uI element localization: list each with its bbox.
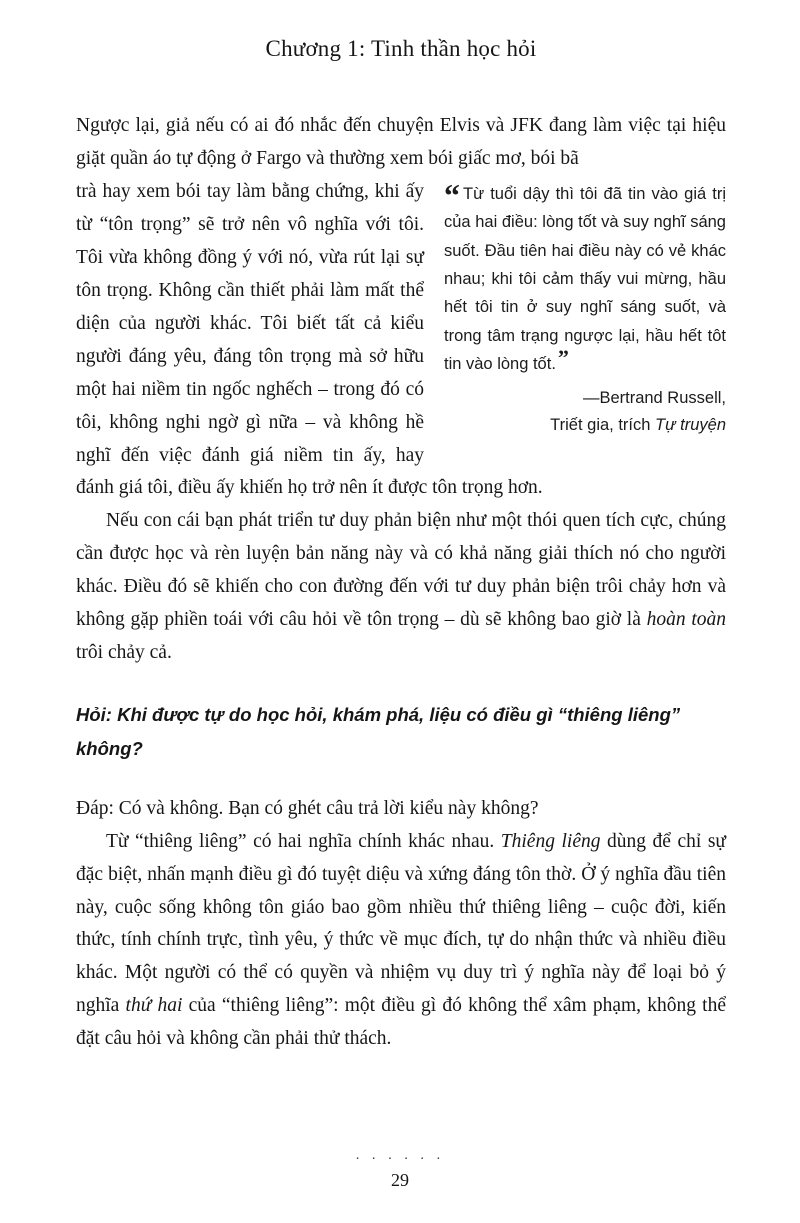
attribution-role: Triết gia, trích: [550, 415, 656, 434]
pull-quote-body: Từ tuổi dậy thì tôi đã tin vào giá trị của hai điều: lòng tốt và suy nghĩ sáng suốt. Đầu tiên hai điều này có vẻ khác nhau; khi tôi cảm thấy vui mừng, hầu hết tôi tin ở suy nghĩ sáng suốt, và trong tâm trạng ngược lại, hầu hết tôt tin vào lòng tốt.: [444, 184, 726, 374]
question-heading: [76, 698, 726, 766]
answer-text: Đáp: Có và không. Bạn có ghét câu trả lời kiểu này không?: [76, 797, 539, 819]
paragraph-4-text-1: Từ “thiêng liêng” có hai nghĩa chính khác nhau.: [106, 830, 501, 852]
attribution-work-title: Tự truyện: [655, 415, 726, 434]
paragraph-1-rest-text: trà hay xem bói tay làm bằng chứng, khi ấy từ “tôn trọng” sẽ trở nên vô nghĩa với tôi. Tôi vừa không đồng ý với nó, vừa rút lại sự tôn trọng. Không cần thiết phải làm mất thể diện của người khác. Tôi biết tất cả kiểu người đáng yêu, đáng tôn trọng mà sở hữu một hai niềm tin ngốc nghếch – trong đó có tôi, không nghi ngờ gì nữa – và không hề nghĩ đến việc đánh giá niềm tin ấy, hay đánh giá tôi, điều ấy khiến họ trở nên ít được tôn trọng hơn.: [76, 180, 543, 499]
pull-quote-text: [444, 176, 726, 379]
paragraph-4: [76, 826, 726, 1057]
page-footer: [0, 1152, 800, 1191]
page-number: 29: [391, 1170, 409, 1190]
footer-ornament-dots: · · · · · ·: [355, 1151, 445, 1167]
chapter-title: Chương 1: Tinh thần học hỏi: [265, 36, 537, 61]
paragraph-4-text-2: dùng để chỉ sự đặc biệt, nhấn mạnh điều gì đó tuyệt diệu và xứng đáng tôn thờ. Ở ý nghĩa đầu tiên này, cuộc sống không tôn giáo bao gồm nhiều thứ thiêng liêng – cuộc đời, kiến thức, tính chính trực, tình yêu, ý thức về mục đích, tự do nhận thức và nhiều điều khác. Một người có thể có quyền và nhiệm vụ duy trì ý nghĩa này để loại bỏ ý nghĩa: [76, 830, 726, 1017]
pull-quote-attribution: [444, 385, 726, 439]
paragraph-1-intro: [76, 110, 726, 176]
paragraph-2-end: trôi chảy cả.: [76, 642, 172, 664]
pull-quote: [444, 176, 726, 439]
attribution-source: [444, 412, 726, 439]
close-quote-mark: ”: [557, 345, 569, 371]
paragraph-2-emphasis: hoàn toàn: [646, 609, 726, 631]
attribution-author: —Bertrand Russell,: [582, 388, 726, 407]
paragraph-4-emphasis-2: thứ hai: [125, 995, 183, 1017]
paragraph-4-text-3: của “thiêng liêng”: một điều gì đó không thể xâm phạm, không thể đặt câu hỏi và không cần phải thử thách.: [76, 995, 726, 1050]
paragraph-2-text: Nếu con cái bạn phát triển tư duy phản biện như một thói quen tích cực, chúng cần được học và rèn luyện bản năng này và có khả năng giải thích nó cho người khác. Điều đó sẽ khiến cho con đường đến với tư duy phản biện trôi chảy hơn và không gặp phiền toái với câu hỏi về tôn trọng – dù sẽ không bao giờ là: [76, 510, 726, 631]
question-text: Hỏi: Khi được tự do học hỏi, khám phá, liệu có điều gì “thiêng liêng” không?: [76, 704, 681, 760]
paragraph-with-pullquote: [76, 176, 726, 670]
answer-paragraph: [76, 793, 726, 826]
paragraph-2: [76, 505, 726, 670]
paragraph-4-emphasis-1: Thiêng liêng: [500, 830, 601, 852]
paragraph-1-intro-text: Ngược lại, giả nếu có ai đó nhắc đến chuyện Elvis và JFK đang làm việc tại hiệu giặt quần áo tự động ở Fargo và thường xem bói giấc mơ, bói bã: [76, 115, 726, 169]
open-quote-mark: “: [444, 176, 460, 213]
